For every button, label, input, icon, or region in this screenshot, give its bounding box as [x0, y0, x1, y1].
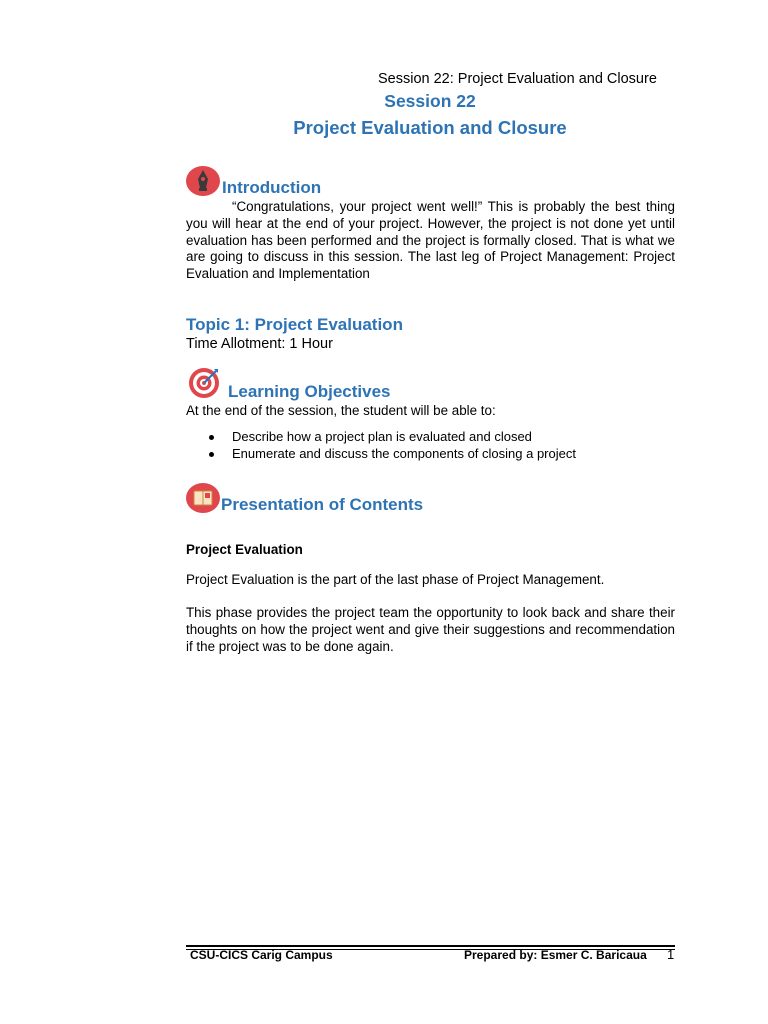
list-item: Enumerate and discuss the components of closing a project: [186, 446, 675, 463]
page-number: 1: [667, 947, 675, 962]
session-number-title: Session 22: [384, 91, 476, 111]
footer-campus: CSU-CICS Carig Campus: [190, 948, 333, 962]
running-header: Session 22: Project Evaluation and Closure: [378, 71, 657, 87]
presentation-text-2: This phase provides the project team the opportunity to look back and share their thoughts on how the project went and give their suggestions and recommendation if the project was to be done again.: [186, 605, 675, 654]
objectives-intro: At the end of the session, the student will be able to:: [186, 403, 496, 418]
presentation-heading: Presentation of Contents: [221, 495, 424, 514]
introduction-heading: Introduction: [222, 178, 322, 197]
document-title: Project Evaluation and Closure: [293, 117, 567, 138]
pen-nib-icon: [186, 166, 220, 196]
time-allotment: Time Allotment: 1 Hour: [186, 336, 333, 352]
topic-heading: Topic 1: Project Evaluation: [186, 315, 403, 334]
presentation-text-1: Project Evaluation is the part of the last phase of Project Management.: [186, 572, 605, 587]
introduction-paragraph: [186, 199, 675, 283]
project-evaluation-subheading: Project Evaluation: [186, 542, 303, 557]
learning-objectives-heading: Learning Objectives: [228, 382, 391, 401]
presentation-paragraph-2: [186, 605, 675, 655]
footer-author: Prepared by: Esmer C. Baricaua: [464, 948, 647, 962]
objectives-list: [186, 429, 675, 462]
target-icon: [187, 366, 221, 400]
presentation-paragraph-1: [186, 572, 675, 589]
introduction-text: “Congratulations, your project went well!” This is probably the best thing you will hear at the end of your project. However, the project is not done yet until evaluation has been performed and the project is formally closed. That is what we are going to discuss in this session. The last leg of Project Management: Project Evaluation and Implementation: [186, 199, 675, 282]
list-item: Describe how a project plan is evaluated and closed: [186, 429, 675, 446]
book-icon: [186, 483, 220, 513]
